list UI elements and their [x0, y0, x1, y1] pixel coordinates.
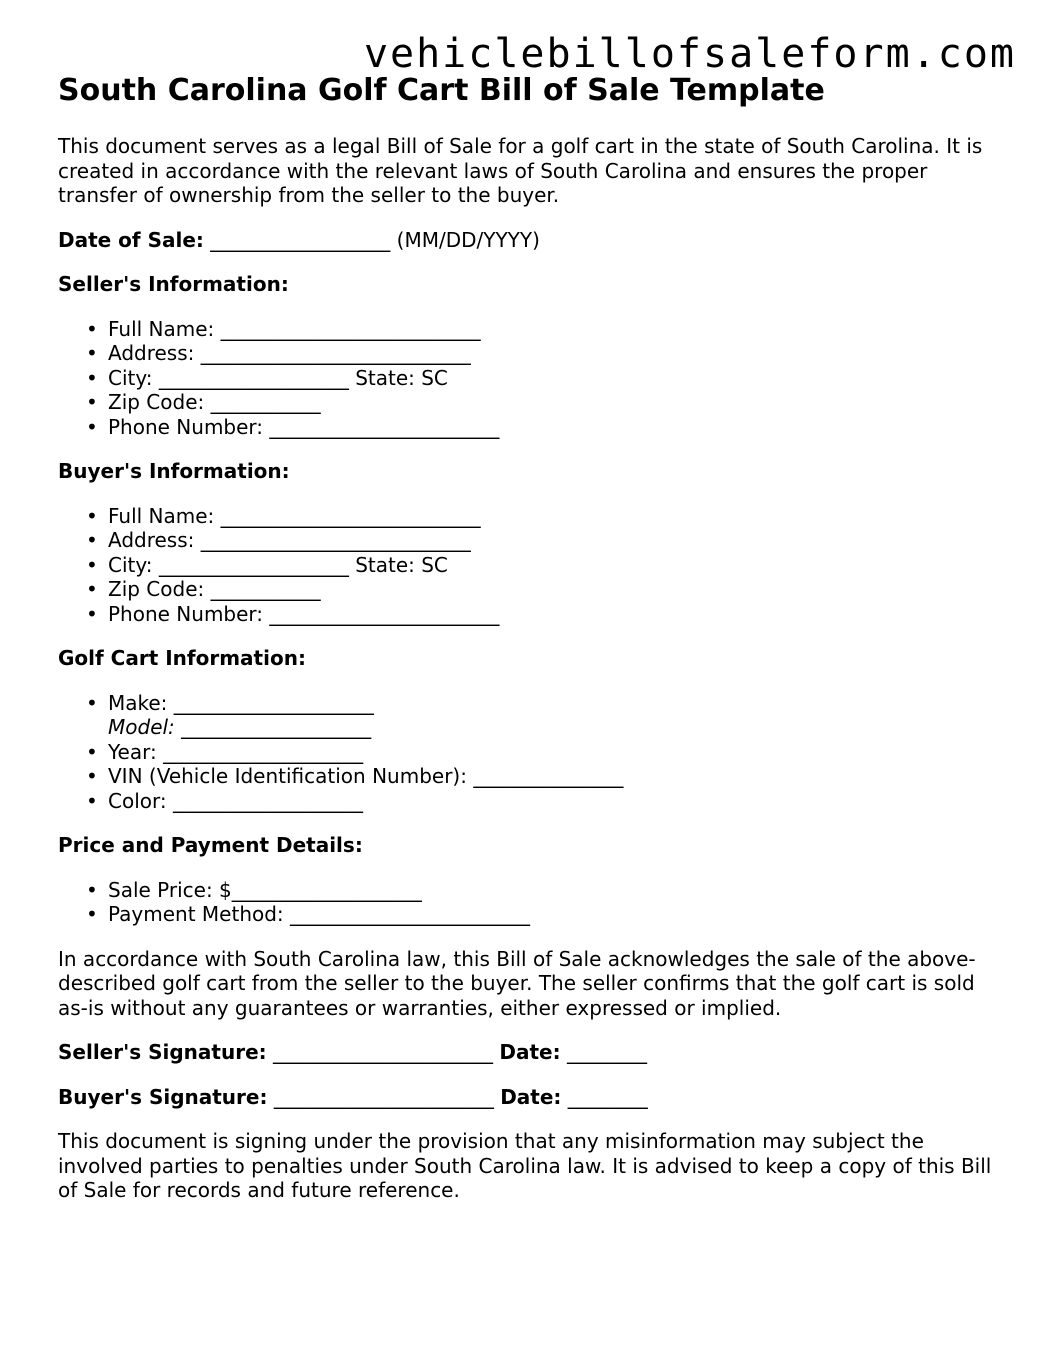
bullet-icon: • — [86, 552, 98, 577]
bullet-icon: • — [86, 341, 98, 365]
buyer-signature-date-label: Date: — [500, 1084, 562, 1109]
bullet-icon: • — [86, 788, 98, 813]
document-title: South Carolina Golf Cart Bill of Sale Template — [58, 73, 825, 108]
bullet-icon: • — [86, 365, 98, 390]
closing-paragraph: This document is signing under the provision that any misinformation may subject the involved parties to penalties under South Carolina law. It is advised to keep a copy of this Bill of Sale for records and future reference. — [58, 1129, 992, 1202]
seller-address-field[interactable]: • Address: ___________________________ — [86, 341, 471, 365]
seller-signature-date-label: Date: — [499, 1040, 561, 1064]
cart-vin-field[interactable]: • VIN (Vehicle Identification Number): _______________ — [86, 764, 624, 788]
seller-info-list — [58, 317, 1008, 440]
bullet-icon: • — [86, 739, 98, 764]
document-page — [58, 70, 1008, 1203]
seller-city-field[interactable]: • City: ___________________ State: SC — [86, 365, 448, 390]
cart-model-label: Model: — [108, 715, 175, 739]
date-of-sale-label: Date of Sale: — [58, 227, 204, 252]
watermark: vehiclebillofsaleform.com — [363, 31, 1016, 77]
seller-signature-field[interactable]: ______________________ — [273, 1040, 493, 1064]
golf-cart-info-heading: Golf Cart Information: — [58, 646, 306, 670]
buyer-signature-date-field[interactable]: ________ — [567, 1084, 648, 1109]
date-format-hint: (MM/DD/YYYY) — [396, 227, 540, 252]
bullet-icon: • — [86, 390, 98, 414]
buyer-city-field[interactable]: • City: ___________________ State: SC — [86, 552, 448, 577]
cart-model-field[interactable]: Model: ___________________ — [108, 715, 372, 739]
cart-make-field[interactable]: • Make: ____________________ — [86, 690, 374, 715]
bullet-icon: • — [86, 877, 98, 902]
buyer-signature-label: Buyer's Signature: — [58, 1084, 268, 1109]
buyer-signature-field[interactable]: ______________________ — [273, 1084, 494, 1109]
price-payment-heading: Price and Payment Details: — [58, 833, 363, 857]
bullet-icon: • — [86, 503, 98, 528]
acknowledgement-paragraph: In accordance with South Carolina law, this Bill of Sale acknowledges the sale of the above-described golf cart from the seller to the buyer. The seller confirms that the golf cart is sold as-is without any guarantees or warranties, either expressed or implied. — [58, 946, 976, 1020]
sale-price-field[interactable]: • Sale Price: $___________________ — [86, 877, 422, 902]
buyer-address-field[interactable]: • Address: ___________________________ — [86, 528, 471, 552]
buyer-phone-field[interactable]: • Phone Number: _______________________ — [86, 601, 500, 626]
bullet-icon: • — [86, 764, 98, 788]
buyer-full-name-field[interactable]: • Full Name: __________________________ — [86, 503, 481, 528]
bullet-icon: • — [86, 577, 98, 601]
golf-cart-info-list — [58, 691, 1008, 814]
seller-zip-field[interactable]: • Zip Code: ___________ — [86, 390, 321, 414]
buyer-signature-line — [58, 1085, 1008, 1110]
date-of-sale-field[interactable]: __________________ — [210, 227, 391, 252]
bullet-icon: • — [86, 414, 98, 439]
intro-paragraph: This document serves as a legal Bill of Sale for a golf cart in the state of South Carolina. It is created in accordance with the relevant laws of South Carolina and ensures the proper transfer of ownership from the seller to the buyer. — [58, 134, 983, 207]
bullet-icon: • — [86, 528, 98, 552]
payment-method-field[interactable]: • Payment Method: ________________________ — [86, 902, 531, 926]
buyer-zip-field[interactable]: • Zip Code: ___________ — [86, 577, 321, 601]
cart-color-field[interactable]: • Color: ___________________ — [86, 788, 363, 813]
date-of-sale-line — [58, 228, 1008, 253]
seller-signature-label: Seller's Signature: — [58, 1040, 267, 1064]
buyer-info-list — [58, 504, 1008, 627]
bullet-icon: • — [86, 316, 98, 341]
buyer-info-heading: Buyer's Information: — [58, 459, 290, 483]
seller-signature-date-field[interactable]: ________ — [566, 1040, 647, 1064]
bullet-icon: • — [86, 601, 98, 626]
seller-info-heading: Seller's Information: — [58, 272, 289, 296]
bullet-icon: • — [86, 902, 98, 926]
bullet-icon: • — [86, 690, 98, 715]
seller-full-name-field[interactable]: • Full Name: __________________________ — [86, 316, 481, 341]
seller-signature-line — [58, 1040, 1008, 1065]
cart-year-field[interactable]: • Year: ____________________ — [86, 739, 364, 764]
seller-phone-field[interactable]: • Phone Number: _______________________ — [86, 414, 500, 439]
price-payment-list — [58, 878, 1008, 927]
